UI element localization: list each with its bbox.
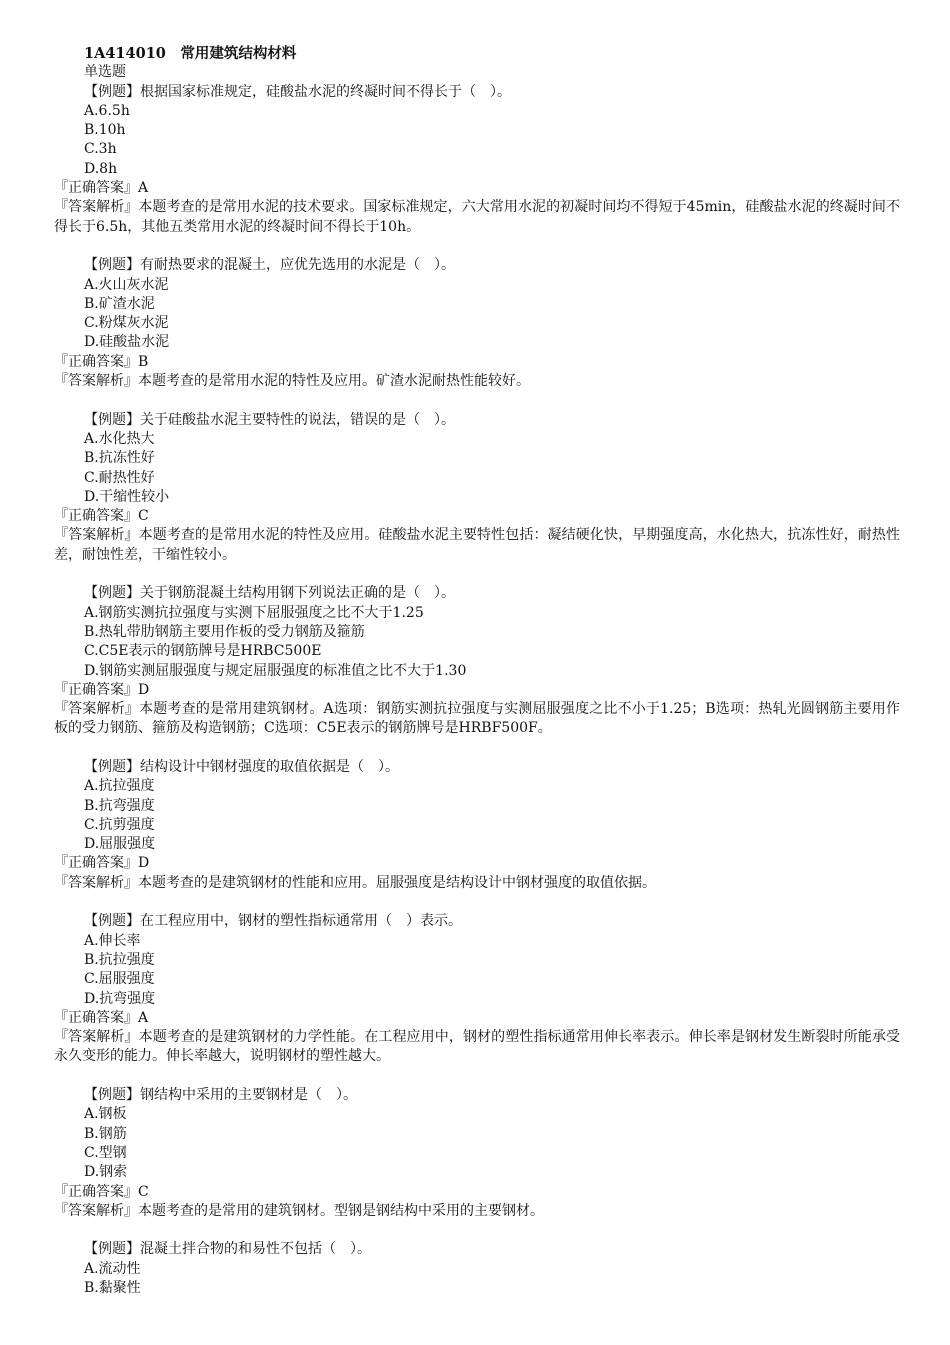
answer-analysis: 『答案解析』本题考查的是建筑钢材的性能和应用。屈服强度是结构设计中钢材强度的取值依据。 (54, 874, 656, 891)
correct-answer: 『正确答案』D (54, 681, 150, 698)
answer-analysis: 『答案解析』本题考查的是常用水泥的特性及应用。硅酸盐水泥主要特性包括：凝结硬化快，早期强度高，水化热大，抗冻性好，耐热性差，耐蚀性差，干缩性较小。 (54, 527, 900, 563)
section-heading: 1A414010 常用建筑结构材料 (84, 45, 297, 62)
answer-option: C.粉煤灰水泥 (84, 315, 169, 332)
answer-option: A.钢板 (84, 1106, 127, 1123)
question-block (54, 912, 900, 1066)
answer-option: D.硅酸盐水泥 (84, 334, 170, 351)
answer-option: A.钢筋实测抗拉强度与实测下屈服强度之比不大于1.25 (84, 604, 424, 621)
document-page (54, 44, 900, 1298)
answer-option: A.伸长率 (84, 932, 141, 949)
answer-option: A.抗拉强度 (84, 778, 155, 795)
answer-option: B.钢筋 (84, 1125, 127, 1142)
answer-option: C.抗剪强度 (84, 816, 155, 833)
answer-option: C.型钢 (84, 1144, 127, 1161)
answer-option: A.流动性 (84, 1260, 141, 1277)
question-block (54, 411, 900, 565)
question-block (54, 584, 900, 738)
answer-option: B.黏聚性 (84, 1280, 141, 1296)
question-text: 【例题】根据国家标准规定，硅酸盐水泥的终凝时间不得长于（ ）。 (84, 83, 511, 100)
answer-analysis: 『答案解析』本题考查的是常用水泥的特性及应用。矿渣水泥耐热性能较好。 (54, 373, 530, 390)
question-type-label: 单选题 (84, 64, 126, 81)
correct-answer: 『正确答案』A (54, 180, 149, 197)
answer-option: C.3h (84, 141, 117, 158)
answer-option: D.干缩性较小 (84, 488, 170, 505)
answer-option: B.抗弯强度 (84, 797, 155, 814)
answer-analysis: 『答案解析』本题考查的是常用的建筑钢材。型钢是钢结构中采用的主要钢材。 (54, 1202, 544, 1219)
question-block (54, 256, 900, 391)
answer-option: D.钢筋实测屈服强度与规定屈服强度的标准值之比不大于1.30 (84, 662, 467, 679)
question-text: 【例题】在工程应用中，钢材的塑性指标通常用（ ）表示。 (84, 913, 462, 930)
answer-analysis: 『答案解析』本题考查的是常用水泥的技术要求。国家标准规定，六大常用水泥的初凝时间均不得短于45min，硅酸盐水泥的终凝时间不得长于6.5h，其他五类常用水泥的终凝时间不得长于10h。 (54, 199, 900, 235)
question-block (54, 1086, 900, 1221)
question-list (54, 83, 900, 1299)
answer-option: C.屈服强度 (84, 971, 155, 988)
answer-option: D.8h (84, 160, 118, 177)
answer-option: B.矿渣水泥 (84, 295, 155, 312)
answer-option: A.水化热大 (84, 430, 155, 447)
correct-answer: 『正确答案』B (54, 353, 149, 370)
question-block (54, 758, 900, 893)
question-text: 【例题】有耐热要求的混凝土，应优先选用的水泥是（ ）。 (84, 257, 455, 274)
answer-option: D.屈服强度 (84, 836, 156, 853)
question-text: 【例题】钢结构中采用的主要钢材是（ ）。 (84, 1087, 357, 1104)
answer-option: B.抗冻性好 (84, 450, 155, 467)
correct-answer: 『正确答案』D (54, 855, 150, 872)
correct-answer: 『正确答案』A (54, 1009, 149, 1026)
answer-option: B.抗拉强度 (84, 951, 155, 968)
question-block (54, 1240, 900, 1298)
answer-option: C.C5E表示的钢筋牌号是HRBC500E (84, 643, 322, 660)
question-text: 【例题】关于钢筋混凝土结构用钢下列说法正确的是（ ）。 (84, 585, 455, 602)
answer-option: A.6.5h (84, 102, 130, 119)
answer-option: D.抗弯强度 (84, 990, 156, 1007)
answer-option: B.热轧带肋钢筋主要用作板的受力钢筋及箍筋 (84, 623, 365, 640)
answer-option: D.钢索 (84, 1164, 128, 1181)
question-text: 【例题】混凝土拌合物的和易性不包括（ ）。 (84, 1241, 371, 1258)
correct-answer: 『正确答案』C (54, 1183, 149, 1200)
question-text: 【例题】结构设计中钢材强度的取值依据是（ ）。 (84, 758, 399, 775)
question-text: 【例题】关于硅酸盐水泥主要特性的说法，错误的是（ ）。 (84, 411, 455, 428)
answer-option: B.10h (84, 122, 126, 139)
correct-answer: 『正确答案』C (54, 508, 149, 525)
answer-analysis: 『答案解析』本题考查的是常用建筑钢材。A选项：钢筋实测抗拉强度与实测屈服强度之比不小于1.25；B选项：热轧光圆钢筋主要用作板的受力钢筋、箍筋及构造钢筋；C选项：C5E表示的钢筋牌号是HRBF500F。 (54, 701, 900, 737)
answer-option: C.耐热性好 (84, 469, 155, 486)
answer-option: A.火山灰水泥 (84, 276, 169, 293)
question-block (54, 83, 900, 237)
answer-analysis: 『答案解析』本题考查的是建筑钢材的力学性能。在工程应用中，钢材的塑性指标通常用伸长率表示。伸长率是钢材发生断裂时所能承受永久变形的能力。伸长率越大，说明钢材的塑性越大。 (54, 1029, 900, 1065)
